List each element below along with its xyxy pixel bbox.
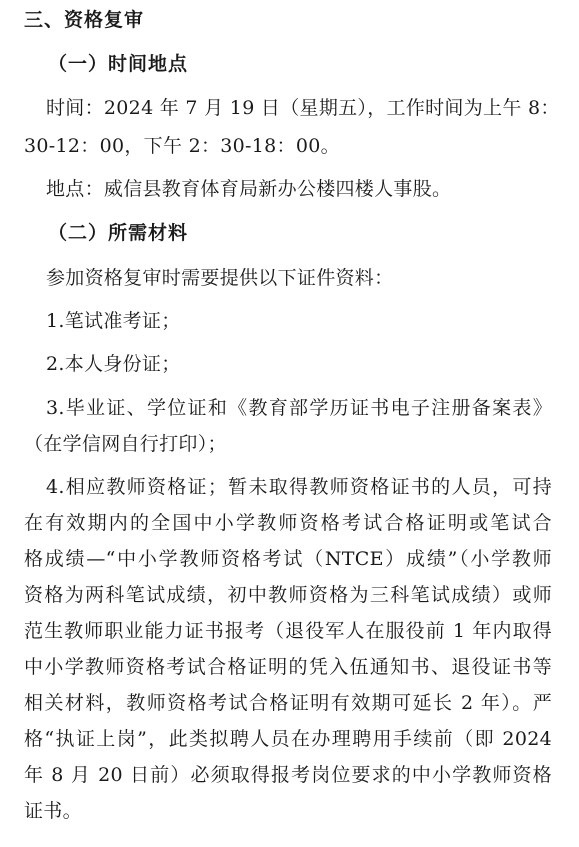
material-item-4-line: 证书。 xyxy=(24,800,82,822)
material-item-4-line: 格成绩—“中小学教师资格考试（NTCE）成绩”（小学教师 xyxy=(24,548,552,570)
subsection-heading-materials: （二）所需材料 xyxy=(48,222,189,244)
material-item-4-line: 年 8 月 20 日前）必须取得报考岗位要求的中小学教师资格 xyxy=(24,764,552,786)
material-item-4-line: 格“执证上岗”，此类拟聘人员在办理聘用手续前（即 2024 xyxy=(24,728,552,750)
material-item-4-line: 相关材料，教师资格考试合格证明有效期可延长 2 年）。严 xyxy=(24,692,552,714)
time-line-1: 时间：2024 年 7 月 19 日（星期五），工作时间为上午 8： xyxy=(46,97,560,119)
materials-intro: 参加资格复审时需要提供以下证件资料： xyxy=(46,267,394,289)
material-item-4-line: 4.相应教师资格证；暂未取得教师资格证书的人员，可持 xyxy=(46,476,552,498)
subsection-heading-time-location: （一）时间地点 xyxy=(48,53,189,75)
material-item-2: 2.本人身份证； xyxy=(46,353,181,375)
material-item-4-line: 中小学教师资格考试合格证明的凭入伍通知书、退役证书等 xyxy=(24,656,552,678)
material-item-1: 1.笔试准考证； xyxy=(46,310,181,332)
material-item-4-line: 资格为两科笔试成绩，初中教师资格为三科笔试成绩）或师 xyxy=(24,584,552,606)
material-item-4-line: 范生教师职业能力证书报考（退役军人在服役前 1 年内取得 xyxy=(24,620,552,642)
material-item-3-line-2: （在学信网自行打印）； xyxy=(24,433,227,455)
material-item-3-line-1: 3.毕业证、学位证和《教育部学历证书电子注册备案表》 xyxy=(46,397,552,419)
section-heading: 三、资格复审 xyxy=(24,9,145,31)
material-item-4-line: 在有效期内的全国中小学教师资格考试合格证明或笔试合 xyxy=(24,512,552,534)
time-line-2: 30-12：00，下午 2：30-18：00。 xyxy=(24,135,340,157)
location-line: 地点：威信县教育体育局新办公楼四楼人事股。 xyxy=(46,178,452,200)
